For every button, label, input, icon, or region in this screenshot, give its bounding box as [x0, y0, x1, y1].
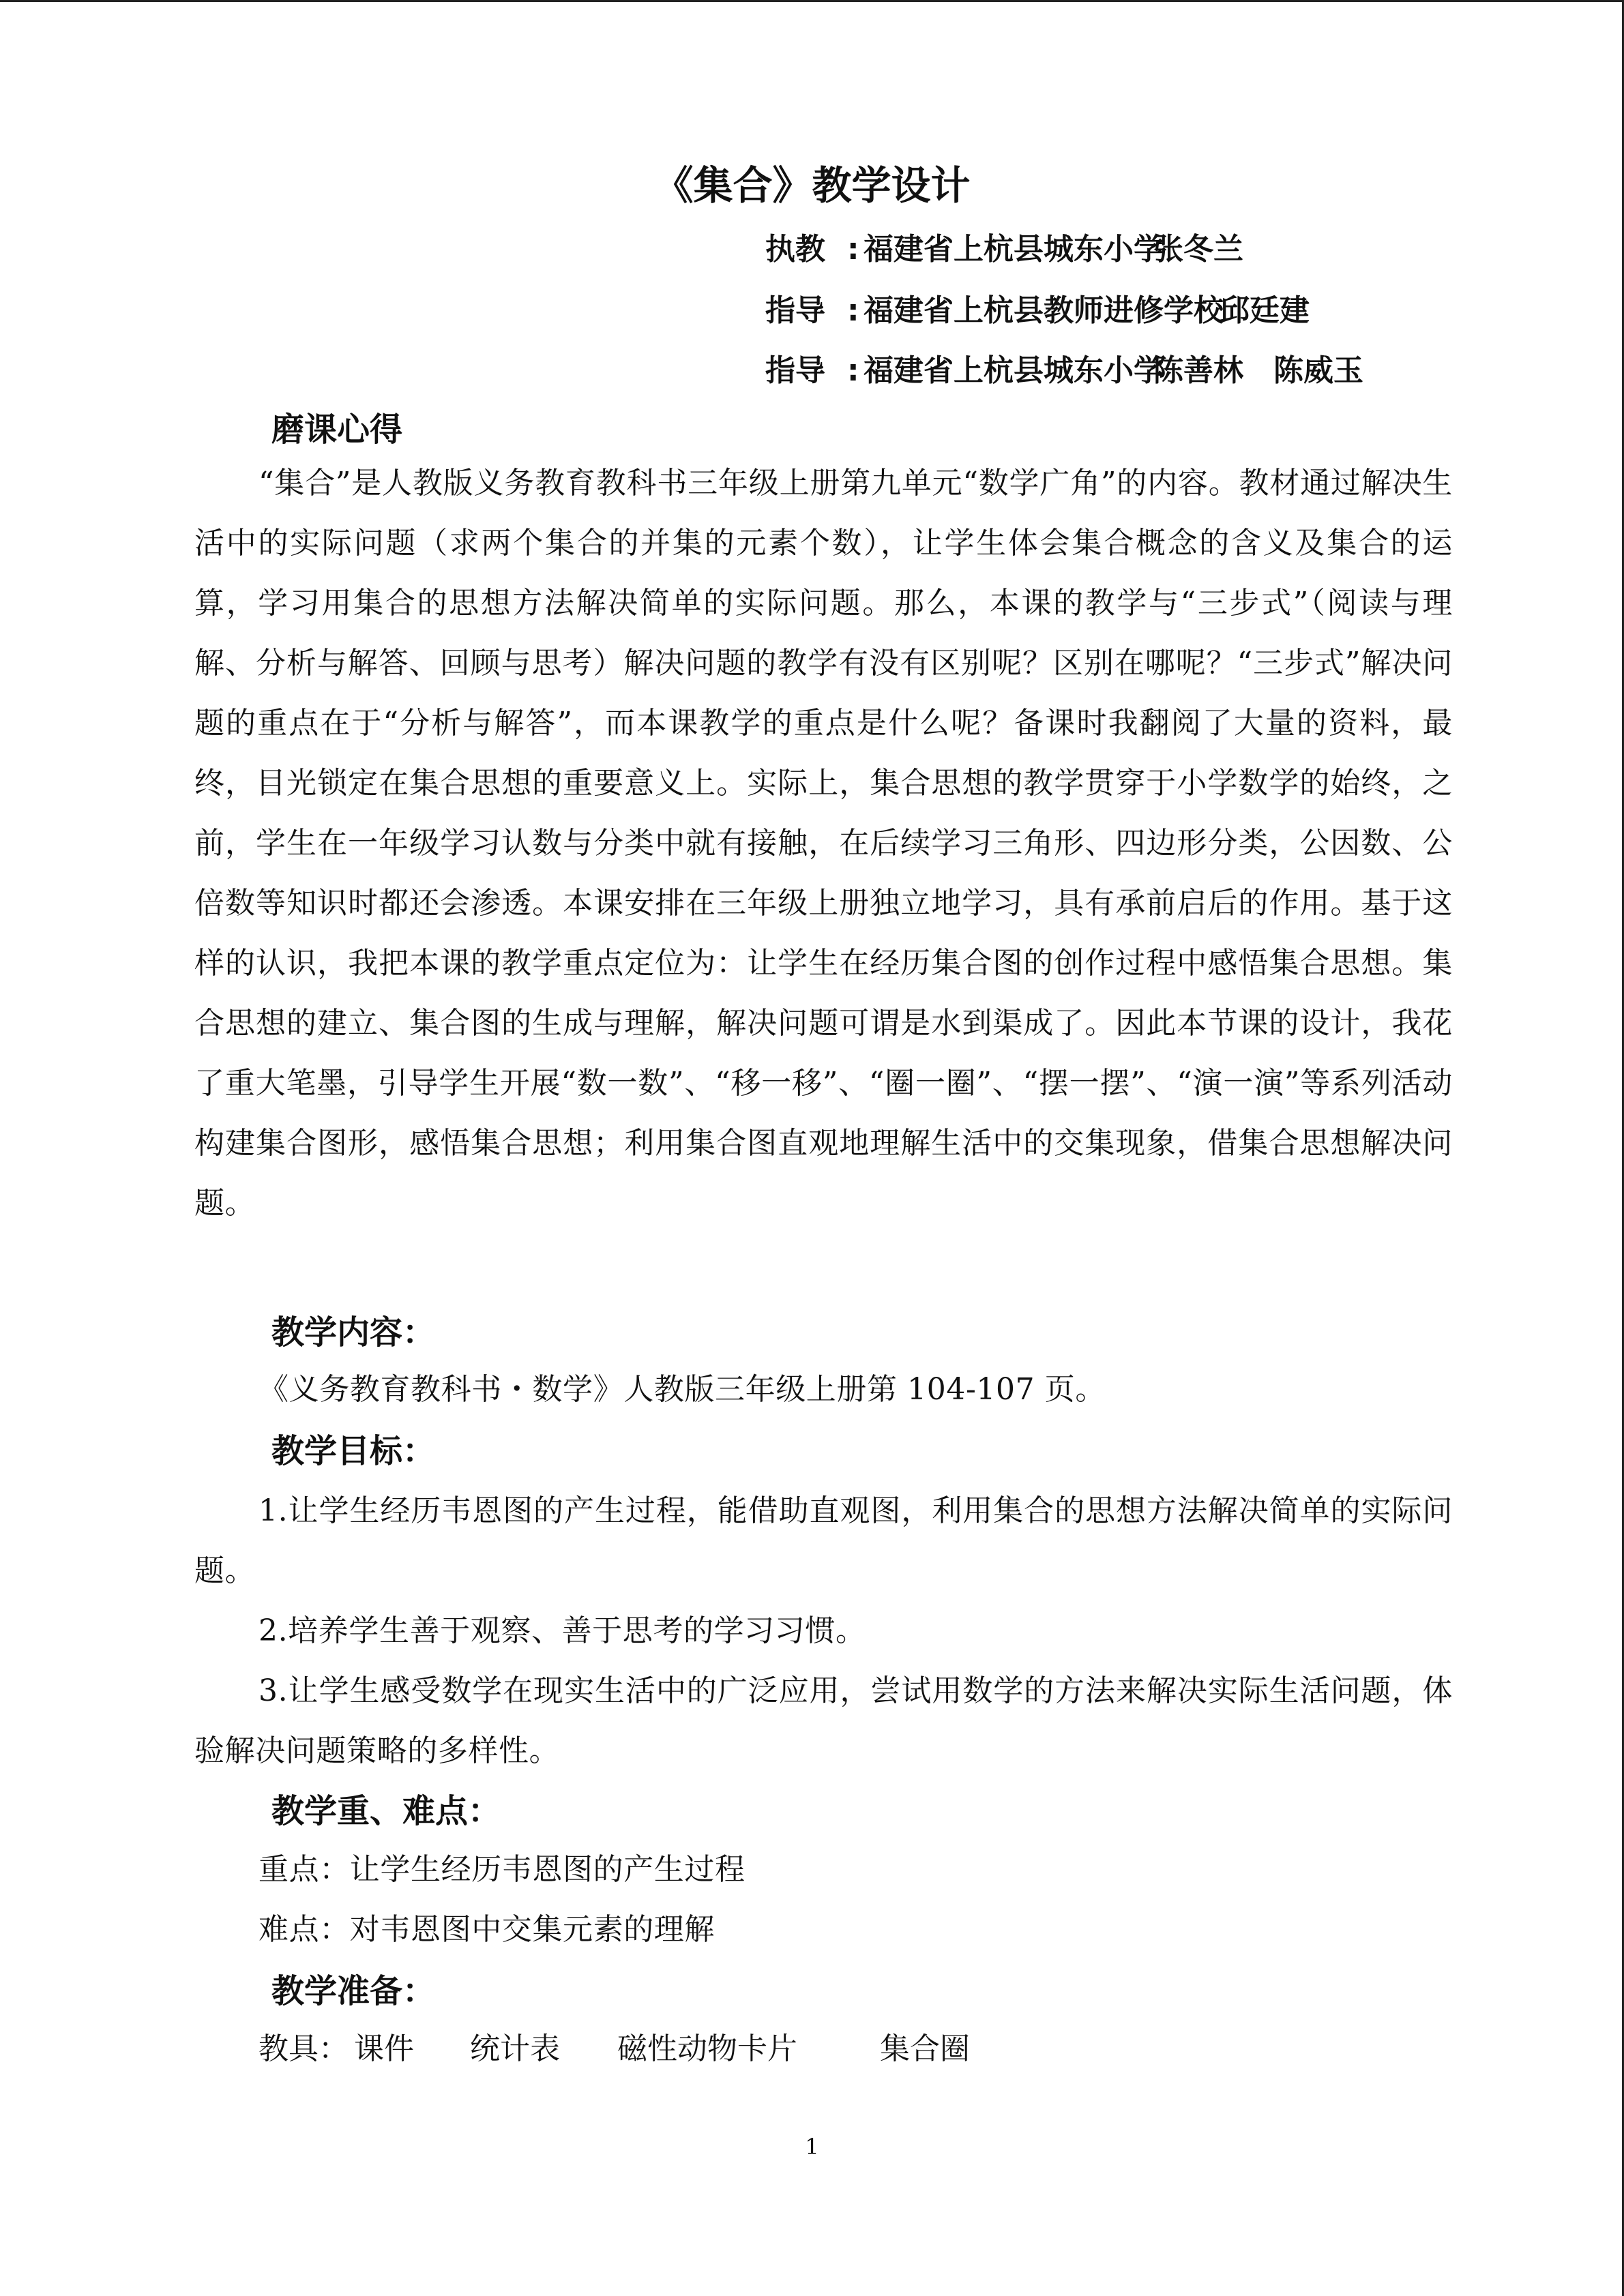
document-title: 《集合》教学设计	[653, 162, 971, 209]
credit-role: 指导	[765, 353, 825, 388]
heading-reflection: 磨课心得	[271, 411, 403, 449]
preparation-tools	[259, 2029, 970, 2070]
credit-role: 指导	[765, 293, 825, 328]
credit-line-advisor-2	[765, 351, 1363, 391]
credit-role: 执教	[765, 232, 825, 267]
goal-item-3: 3.让学生感受数学在现实生活中的广泛应用，尝试用数学的方法来解决实际生活问题，体验解决问题策略的多样性。	[194, 1673, 1453, 1768]
credit-unit: 福建省上杭县城东小学	[863, 353, 1164, 388]
page-border-top	[0, 0, 1624, 2]
difficulty-text: 难点：对韦恩图中交集元素的理解	[259, 1912, 715, 1947]
credit-names: 陈善林 陈威玉	[1153, 353, 1363, 388]
heading-content: 教学内容：	[271, 1313, 436, 1352]
credit-line-advisor-1	[765, 290, 1310, 331]
goal-item-2: 2.培养学生善于观察、善于思考的学习习惯。	[259, 1613, 866, 1648]
goal-item-1: 1.让学生经历韦恩图的产生过程，能借助直观图，利用集合的思想方法解决简单的实际问题。	[194, 1493, 1453, 1588]
tool-item: 课件	[354, 2031, 414, 2066]
heading-preparation: 教学准备：	[271, 1972, 436, 2010]
tools-label: 教具：	[259, 2031, 349, 2066]
credit-unit: 福建省上杭县教师进修学校	[863, 293, 1224, 328]
tool-item: 集合圈	[880, 2031, 970, 2066]
tool-item: 统计表	[470, 2031, 560, 2066]
credit-names: 邱廷建	[1220, 293, 1310, 328]
heading-key-points: 教学重、难点：	[271, 1792, 501, 1830]
credit-line-teacher	[765, 229, 1243, 270]
key-point-text: 重点：让学生经历韦恩图的产生过程	[259, 1852, 745, 1887]
reflection-paragraph: “集合”是人教版义务教育教科书三年级上册第九单元“数学广角”的内容。教材通过解决生活中的实际问题（求两个集合的并集的元素个数），让学生体会集合概念的含义及集合的运算，学习用集合的思想方法解决简单的实际问题。那么，本课的教学与“三步式”（阅读与理解、分析与解答、回顾与思考）解决问题的教学有没有区别呢？区别在哪呢？“三步式”解决问题的重点在于“分析与解答”，而本课教学的重点是什么呢？备课时我翻阅了大量的资料，最终，目光锁定在集合思想的重要意义上。实际上，集合思想的教学贯穿于小学数学的始终，之前，学生在一年级学习认数与分类中就有接触，在后续学习三角形、四边形分类，公因数、公倍数等知识时都还会渗透。本课安排在三年级上册独立地学习，具有承前启后的作用。基于这样的认识，我把本课的教学重点定位为：让学生在经历集合图的创作过程中感悟集合思想。集合思想的建立、集合图的生成与理解，解决问题可谓是水到渠成了。因此本节课的设计，我花了重大笔墨，引导学生开展“数一数”、“移一移”、“圈一圈”、“摆一摆”、“演一演”等系列活动构建集合图形，感悟集合思想；利用集合图直观地理解生活中的交集现象，借集合思想解决问题。	[194, 466, 1453, 1221]
credit-colon: :	[847, 353, 859, 388]
page-number: 1	[805, 2134, 819, 2160]
tool-item: 磁性动物卡片	[617, 2031, 797, 2066]
credit-colon: :	[847, 232, 859, 267]
content-text: 《义务教育教科书・数学》人教版三年级上册第 104-107 页。	[259, 1372, 1106, 1407]
credit-colon: :	[847, 293, 859, 328]
heading-goals: 教学目标：	[271, 1432, 436, 1470]
credit-names: 张冬兰	[1153, 232, 1243, 267]
credit-unit: 福建省上杭县城东小学	[863, 232, 1164, 267]
